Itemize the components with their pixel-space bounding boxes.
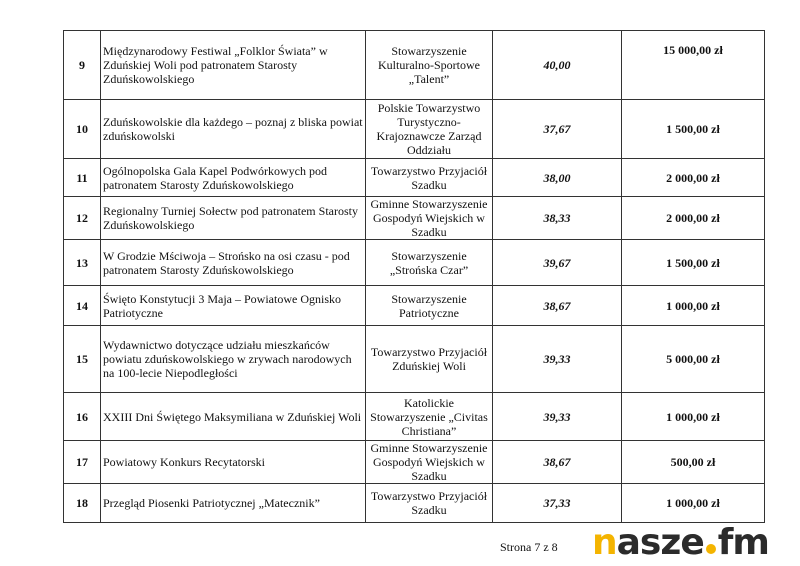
nasze-fm-logo: nasze fm (592, 522, 769, 563)
cell-score: 37,67 (493, 100, 622, 159)
cell-amount: 1 500,00 zł (622, 100, 765, 159)
cell-amount: 2 000,00 zł (622, 197, 765, 240)
cell-amount: 1 000,00 zł (622, 393, 765, 441)
cell-no: 13 (64, 240, 101, 286)
cell-no: 14 (64, 286, 101, 326)
cell-name: Święto Konstytucji 3 Maja – Powiatowe Ognisko Patriotyczne (101, 286, 366, 326)
cell-name: Ogólnopolska Gala Kapel Podwórkowych pod patronatem Starosty Zduńskowolskiego (101, 159, 366, 197)
cell-score: 38,33 (493, 197, 622, 240)
cell-name: Międzynarodowy Festiwal „Folklor Świata” w Zduńskiej Woli pod patronatem Starosty Zduńskowolskiego (101, 31, 366, 100)
cell-name: Zduńskowolskie dla każdego – poznaj z bliska powiat zduńskowolski (101, 100, 366, 159)
page-number: Strona 7 z 8 (500, 540, 558, 554)
cell-org: Polskie Towarzystwo Turystyczno-Krajoznawcze Zarząd Oddziału (366, 100, 493, 159)
cell-no: 17 (64, 441, 101, 484)
cell-amount: 500,00 zł (622, 441, 765, 484)
cell-org: Stowarzyszenie Kulturalno-Sportowe „Talent” (366, 31, 493, 100)
cell-amount: 1 000,00 zł (622, 286, 765, 326)
cell-score: 38,67 (493, 441, 622, 484)
table-row (64, 484, 765, 523)
cell-score: 39,33 (493, 326, 622, 393)
cell-amount: 15 000,00 zł (622, 31, 765, 100)
table-row (64, 326, 765, 393)
cell-org: Stowarzyszenie Patriotyczne (366, 286, 493, 326)
cell-no: 11 (64, 159, 101, 197)
cell-no: 15 (64, 326, 101, 393)
cell-name: XXIII Dni Świętego Maksymiliana w Zduńskiej Woli (101, 393, 366, 441)
cell-org: Katolickie Stowarzyszenie „Civitas Christiana” (366, 393, 493, 441)
cell-name: Regionalny Turniej Sołectw pod patronatem Starosty Zduńskowolskiego (101, 197, 366, 240)
cell-name: Wydawnictwo dotyczące udziału mieszkańców powiatu zduńskowolskiego w zrywach narodowych na 100-lecie Niepodległości (101, 326, 366, 393)
cell-score: 40,00 (493, 31, 622, 100)
table-row (64, 240, 765, 286)
cell-org: Stowarzyszenie „Strońska Czar” (366, 240, 493, 286)
table-row (64, 441, 765, 484)
cell-no: 16 (64, 393, 101, 441)
cell-score: 37,33 (493, 484, 622, 523)
cell-no: 12 (64, 197, 101, 240)
cell-amount: 1 500,00 zł (622, 240, 765, 286)
cell-score: 38,67 (493, 286, 622, 326)
cell-amount: 5 000,00 zł (622, 326, 765, 393)
cell-score: 39,33 (493, 393, 622, 441)
cell-org: Gminne Stowarzyszenie Gospodyń Wiejskich w Szadku (366, 441, 493, 484)
cell-score: 38,00 (493, 159, 622, 197)
cell-no: 10 (64, 100, 101, 159)
cell-org: Gminne Stowarzyszenie Gospodyń Wiejskich w Szadku (366, 197, 493, 240)
cell-score: 39,67 (493, 240, 622, 286)
cell-name: W Grodzie Mściwoja – Strońsko na osi czasu - pod patronatem Starosty Zduńskowolskiego (101, 240, 366, 286)
grants-table (63, 30, 765, 523)
table-row (64, 31, 765, 100)
table-row (64, 286, 765, 326)
table-row (64, 159, 765, 197)
cell-name: Przegląd Piosenki Patriotycznej „Matecznik” (101, 484, 366, 523)
cell-no: 18 (64, 484, 101, 523)
cell-no: 9 (64, 31, 101, 100)
cell-org: Towarzystwo Przyjaciół Zduńskiej Woli (366, 326, 493, 393)
cell-amount: 2 000,00 zł (622, 159, 765, 197)
table-row (64, 197, 765, 240)
cell-org: Towarzystwo Przyjaciół Szadku (366, 484, 493, 523)
cell-name: Powiatowy Konkurs Recytatorski (101, 441, 366, 484)
cell-amount: 1 000,00 zł (622, 484, 765, 523)
table-row (64, 100, 765, 159)
cell-org: Towarzystwo Przyjaciół Szadku (366, 159, 493, 197)
table-row (64, 393, 765, 441)
